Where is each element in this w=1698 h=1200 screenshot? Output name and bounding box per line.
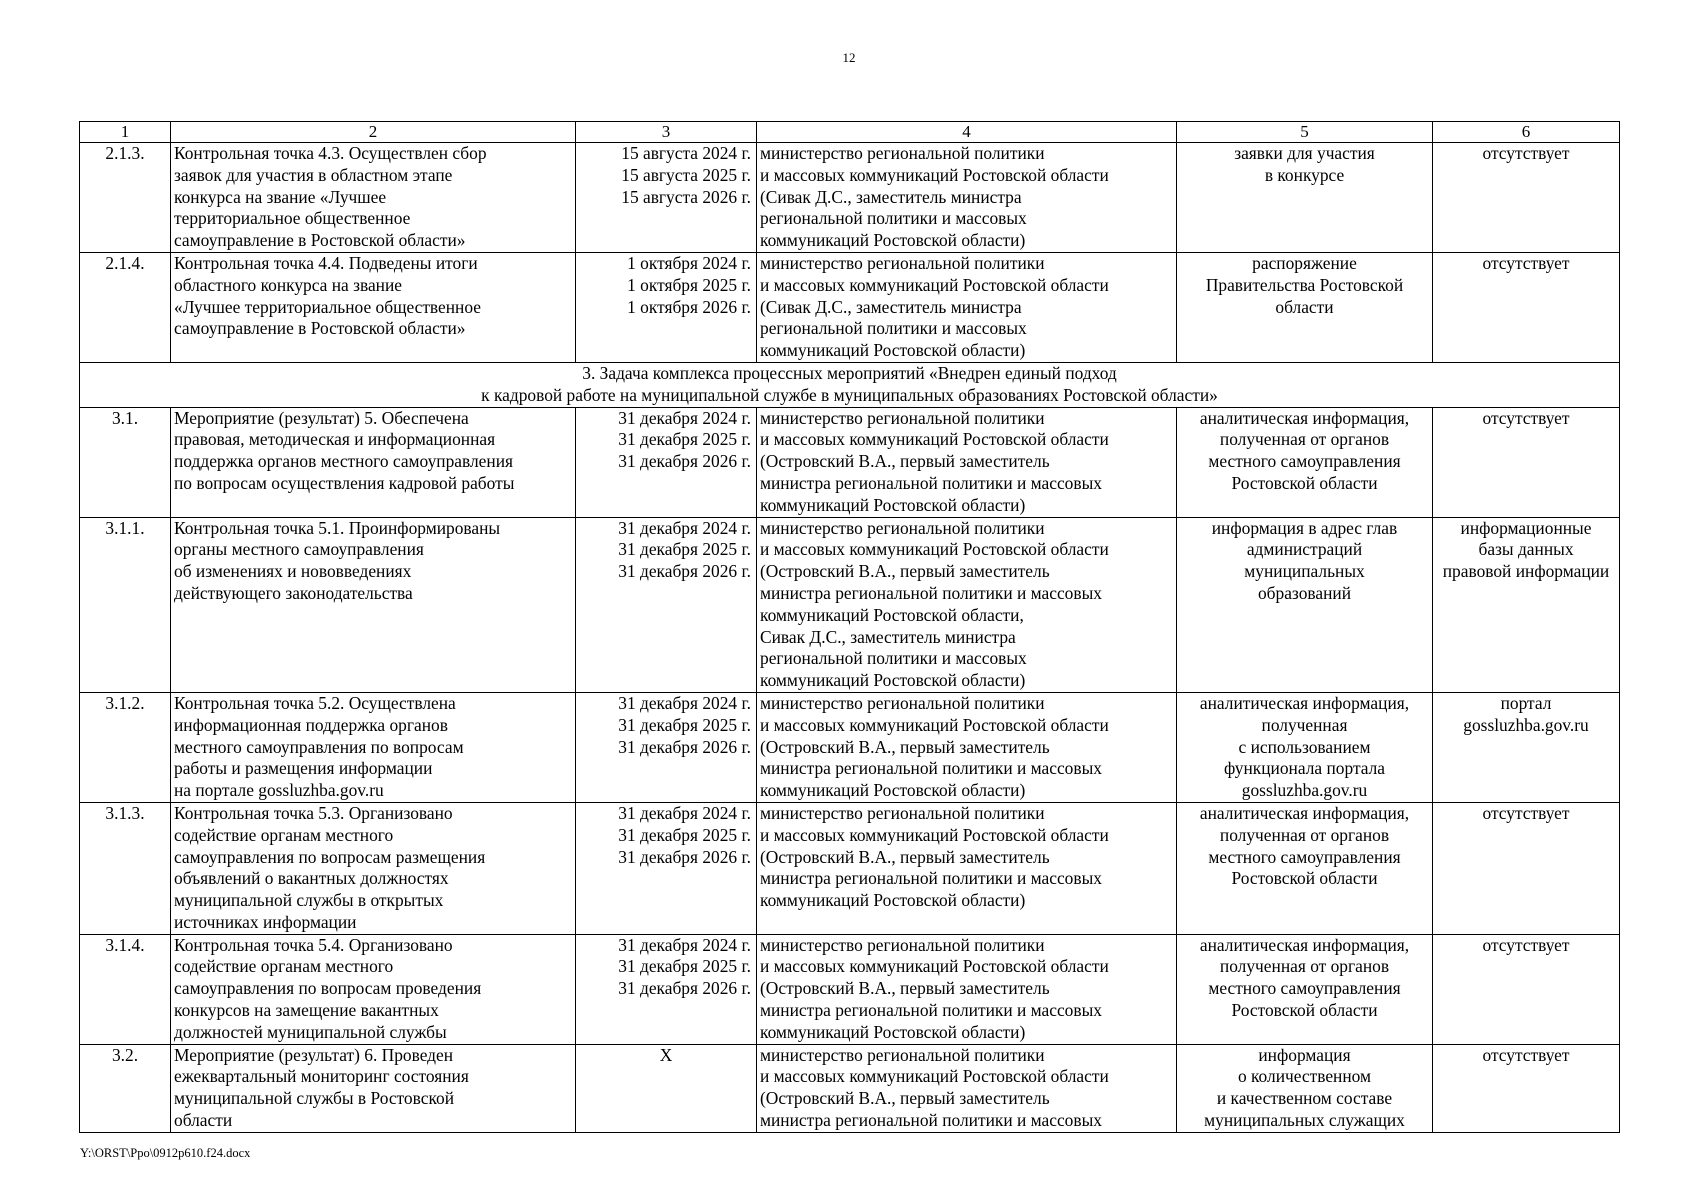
row-deadline: 31 декабря 2024 г. 31 декабря 2025 г. 31 декабря 2026 г. bbox=[576, 692, 757, 802]
row-responsible: министерство региональной политики и массовых коммуникаций Ростовской области (Островский В.А., первый заместитель министра региональной политики и массовых bbox=[757, 1044, 1177, 1132]
footer-file-path: Y:\ORST\Ppo\0912p610.f24.docx bbox=[80, 1146, 251, 1160]
row-description: Контрольная точка 5.2. Осуществлена информационная поддержка органов местного самоуправления по вопросам работы и размещения информации на портале gossluzhba.gov.ru bbox=[171, 692, 576, 802]
table-row bbox=[80, 252, 1620, 362]
table-row bbox=[80, 802, 1620, 934]
table-row bbox=[80, 407, 1620, 517]
row-info-system: отсутствует bbox=[1433, 1044, 1620, 1132]
row-responsible: министерство региональной политики и массовых коммуникаций Ростовской области (Сивак Д.С., заместитель министра региональной политики и массовых коммуникаций Ростовской области) bbox=[757, 252, 1177, 362]
row-info-system: портал gossluzhba.gov.ru bbox=[1433, 692, 1620, 802]
row-deadline: 31 декабря 2024 г. 31 декабря 2025 г. 31 декабря 2026 г. bbox=[576, 934, 757, 1044]
row-deadline: 1 октября 2024 г. 1 октября 2025 г. 1 октября 2026 г. bbox=[576, 252, 757, 362]
row-info-system: информационные базы данных правовой информации bbox=[1433, 517, 1620, 692]
row-description: Контрольная точка 5.4. Организовано содействие органам местного самоуправления по вопросам проведения конкурсов на замещение вакантных должностей муниципальной службы bbox=[171, 934, 576, 1044]
row-description: Контрольная точка 5.3. Организовано содействие органам местного самоуправления по вопросам размещения объявлений о вакантных должностях муниципальной службы в открытых источниках информации bbox=[171, 802, 576, 934]
row-deadline: 31 декабря 2024 г. 31 декабря 2025 г. 31 декабря 2026 г. bbox=[576, 407, 757, 517]
row-number: 3.1.2. bbox=[80, 692, 171, 802]
row-info-system: отсутствует bbox=[1433, 407, 1620, 517]
row-number: 3.1.3. bbox=[80, 802, 171, 934]
row-document: аналитическая информация, полученная с использованием функционала портала gossluzhba.gov.ru bbox=[1177, 692, 1433, 802]
section-title: 3. Задача комплекса процессных мероприятий «Внедрен единый подход к кадровой работе на муниципальной службе в муниципальных образованиях Ростовской области» bbox=[80, 362, 1620, 407]
table-row bbox=[80, 1044, 1620, 1132]
row-number: 3.1.1. bbox=[80, 517, 171, 692]
row-responsible: министерство региональной политики и массовых коммуникаций Ростовской области (Островский В.А., первый заместитель министра региональной политики и массовых коммуникаций Ростовской области) bbox=[757, 692, 1177, 802]
page-number: 12 bbox=[842, 50, 856, 65]
row-document: информация в адрес глав администраций муниципальных образований bbox=[1177, 517, 1433, 692]
row-document: заявки для участия в конкурсе bbox=[1177, 143, 1433, 253]
row-number: 3.2. bbox=[80, 1044, 171, 1132]
row-number: 2.1.4. bbox=[80, 252, 171, 362]
row-number: 3.1.4. bbox=[80, 934, 171, 1044]
row-deadline: Х bbox=[576, 1044, 757, 1132]
header-col-3: 3 bbox=[576, 122, 757, 143]
row-description: Контрольная точка 4.4. Подведены итоги областного конкурса на звание «Лучшее территориальное общественное самоуправление в Ростовской области» bbox=[171, 252, 576, 362]
row-number: 3.1. bbox=[80, 407, 171, 517]
table-header-row bbox=[80, 122, 1620, 143]
row-deadline: 15 августа 2024 г. 15 августа 2025 г. 15 августа 2026 г. bbox=[576, 143, 757, 253]
row-info-system: отсутствует bbox=[1433, 143, 1620, 253]
row-responsible: министерство региональной политики и массовых коммуникаций Ростовской области (Островский В.А., первый заместитель министра региональной политики и массовых коммуникаций Ростовской области, Сивак Д.С., заместитель министра региональной политики и массовых коммуникаций Ростовской области) bbox=[757, 517, 1177, 692]
table-row bbox=[80, 692, 1620, 802]
row-deadline: 31 декабря 2024 г. 31 декабря 2025 г. 31 декабря 2026 г. bbox=[576, 517, 757, 692]
row-description: Мероприятие (результат) 6. Проведен ежеквартальный мониторинг состояния муниципальной службы в Ростовской области bbox=[171, 1044, 576, 1132]
row-document: аналитическая информация, полученная от органов местного самоуправления Ростовской области bbox=[1177, 407, 1433, 517]
row-responsible: министерство региональной политики и массовых коммуникаций Ростовской области (Островский В.А., первый заместитель министра региональной политики и массовых коммуникаций Ростовской области) bbox=[757, 934, 1177, 1044]
table-row bbox=[80, 934, 1620, 1044]
row-document: аналитическая информация, полученная от органов местного самоуправления Ростовской области bbox=[1177, 934, 1433, 1044]
row-deadline: 31 декабря 2024 г. 31 декабря 2025 г. 31 декабря 2026 г. bbox=[576, 802, 757, 934]
row-description: Контрольная точка 5.1. Проинформированы органы местного самоуправления об изменениях и нововведениях действующего законодательства bbox=[171, 517, 576, 692]
row-info-system: отсутствует bbox=[1433, 934, 1620, 1044]
row-description: Контрольная точка 4.3. Осуществлен сбор заявок для участия в областном этапе конкурса на звание «Лучшее территориальное общественное самоуправление в Ростовской области» bbox=[171, 143, 576, 253]
header-col-1: 1 bbox=[80, 122, 171, 143]
header-col-2: 2 bbox=[171, 122, 576, 143]
section-heading-row bbox=[80, 362, 1620, 407]
row-responsible: министерство региональной политики и массовых коммуникаций Ростовской области (Островский В.А., первый заместитель министра региональной политики и массовых коммуникаций Ростовской области) bbox=[757, 407, 1177, 517]
header-col-5: 5 bbox=[1177, 122, 1433, 143]
table-header bbox=[80, 122, 1620, 143]
table-row bbox=[80, 143, 1620, 253]
row-number: 2.1.3. bbox=[80, 143, 171, 253]
header-col-6: 6 bbox=[1433, 122, 1620, 143]
row-description: Мероприятие (результат) 5. Обеспечена правовая, методическая и информационная поддержка органов местного самоуправления по вопросам осуществления кадровой работы bbox=[171, 407, 576, 517]
document-table bbox=[79, 121, 1620, 1133]
row-info-system: отсутствует bbox=[1433, 802, 1620, 934]
table-row bbox=[80, 517, 1620, 692]
row-responsible: министерство региональной политики и массовых коммуникаций Ростовской области (Сивак Д.С., заместитель министра региональной политики и массовых коммуникаций Ростовской области) bbox=[757, 143, 1177, 253]
row-info-system: отсутствует bbox=[1433, 252, 1620, 362]
row-responsible: министерство региональной политики и массовых коммуникаций Ростовской области (Островский В.А., первый заместитель министра региональной политики и массовых коммуникаций Ростовской области) bbox=[757, 802, 1177, 934]
row-document: распоряжение Правительства Ростовской области bbox=[1177, 252, 1433, 362]
row-document: информация о количественном и качественном составе муниципальных служащих bbox=[1177, 1044, 1433, 1132]
header-col-4: 4 bbox=[757, 122, 1177, 143]
row-document: аналитическая информация, полученная от органов местного самоуправления Ростовской области bbox=[1177, 802, 1433, 934]
